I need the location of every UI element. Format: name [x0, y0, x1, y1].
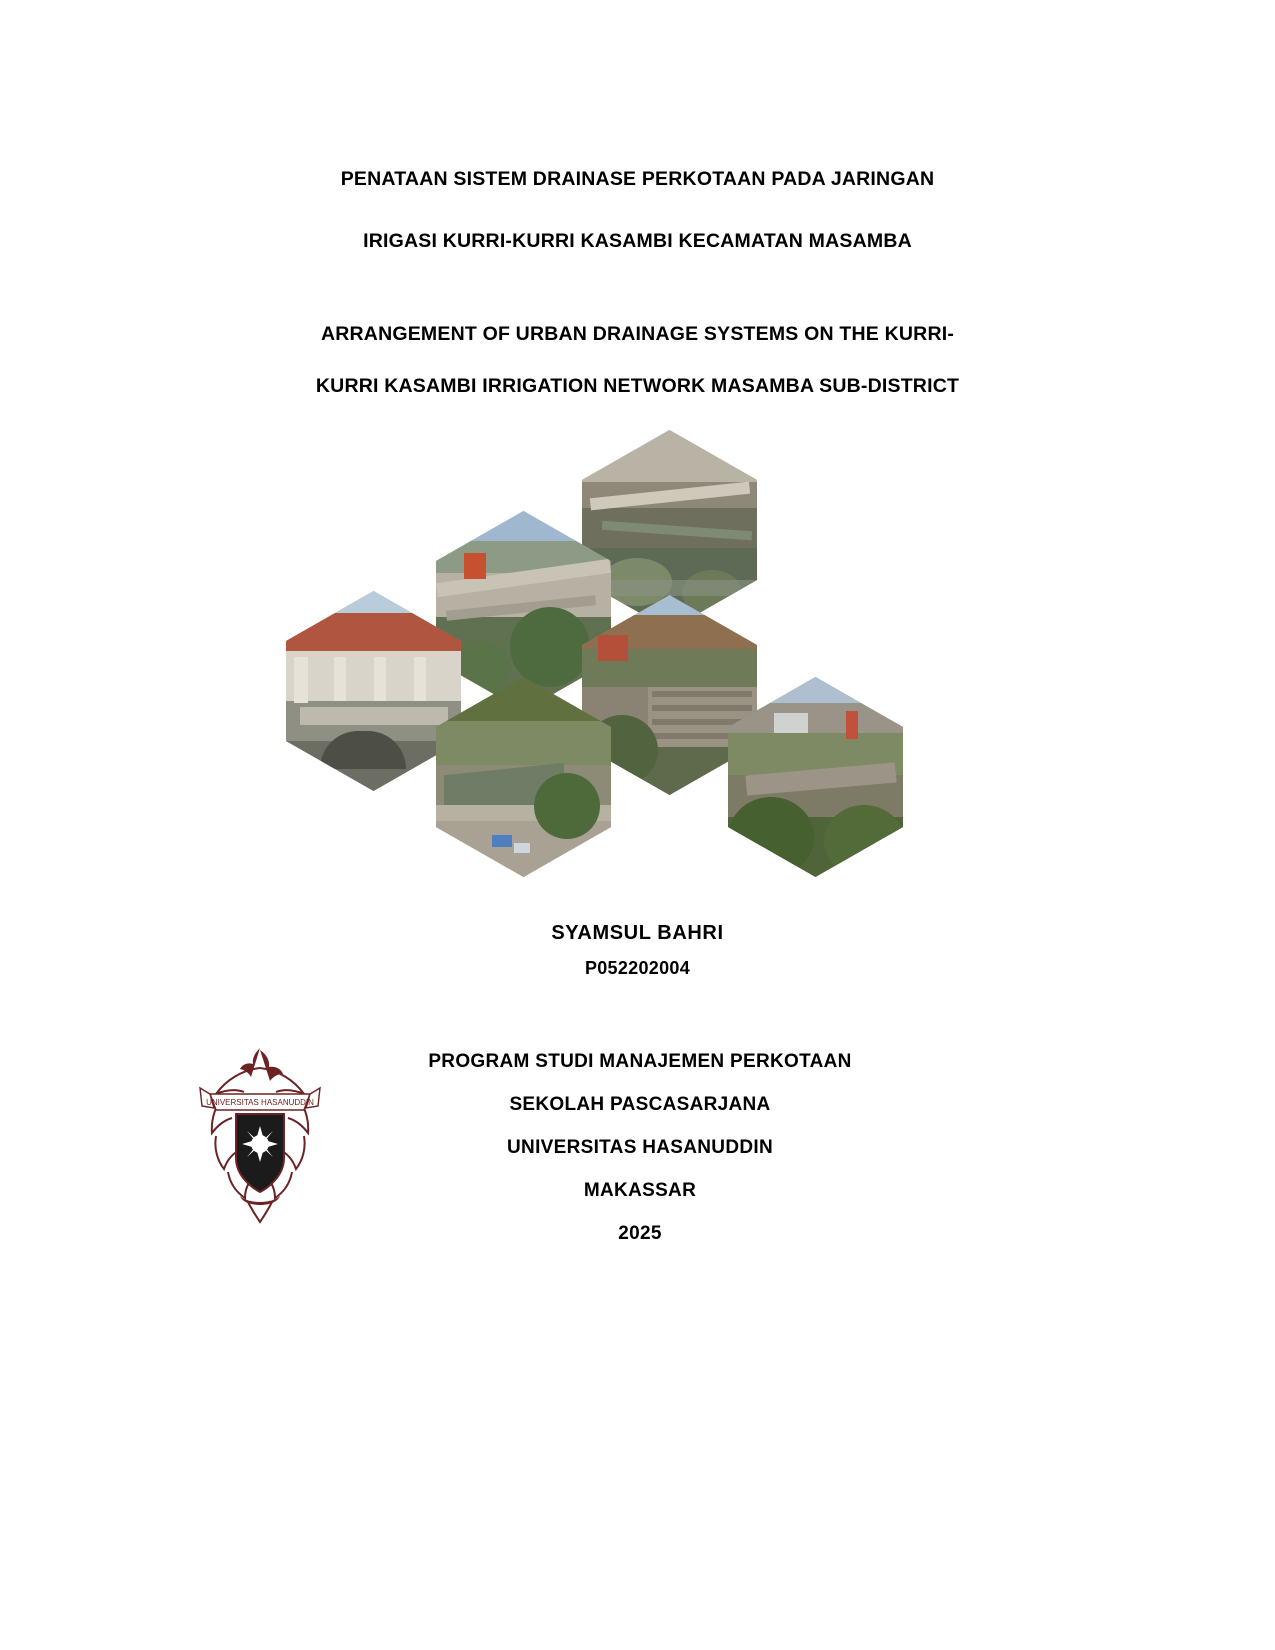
- author-block: [0, 915, 1275, 985]
- title-indonesian: [0, 148, 1275, 272]
- title-english-line-1: ARRANGEMENT OF URBAN DRAINAGE SYSTEMS ON THE KURRI-: [320, 323, 955, 345]
- institution-university: UNIVERSITAS HASANUDDIN: [507, 1137, 773, 1158]
- institution-program: PROGRAM STUDI MANAJEMEN PERKOTAAN: [428, 1051, 852, 1072]
- institution-city: MAKASSAR: [583, 1180, 697, 1201]
- photo-left: [286, 591, 461, 791]
- title-indonesian-line-1: PENATAAN SISTEM DRAINASE PERKOTAAN PADA JARINGAN: [340, 168, 935, 190]
- institution-block: [140, 1040, 1140, 1255]
- title-english: [0, 308, 1275, 412]
- institution-school: SEKOLAH PASCASARJANA: [509, 1094, 771, 1115]
- institution-year: 2025: [618, 1223, 662, 1244]
- author-student-id: P052202004: [584, 958, 691, 978]
- author-name: SYAMSUL BAHRI: [551, 922, 724, 944]
- logo-ribbon-text: UNIVERSITAS HASANUDDIN: [206, 1098, 314, 1107]
- hexagon-photo-collage: [270, 425, 930, 865]
- title-english-line-2: KURRI KASAMBI IRRIGATION NETWORK MASAMBA SUB-DISTRICT: [315, 375, 960, 397]
- title-indonesian-line-2: IRIGASI KURRI-KURRI KASAMBI KECAMATAN MASAMBA: [363, 230, 912, 252]
